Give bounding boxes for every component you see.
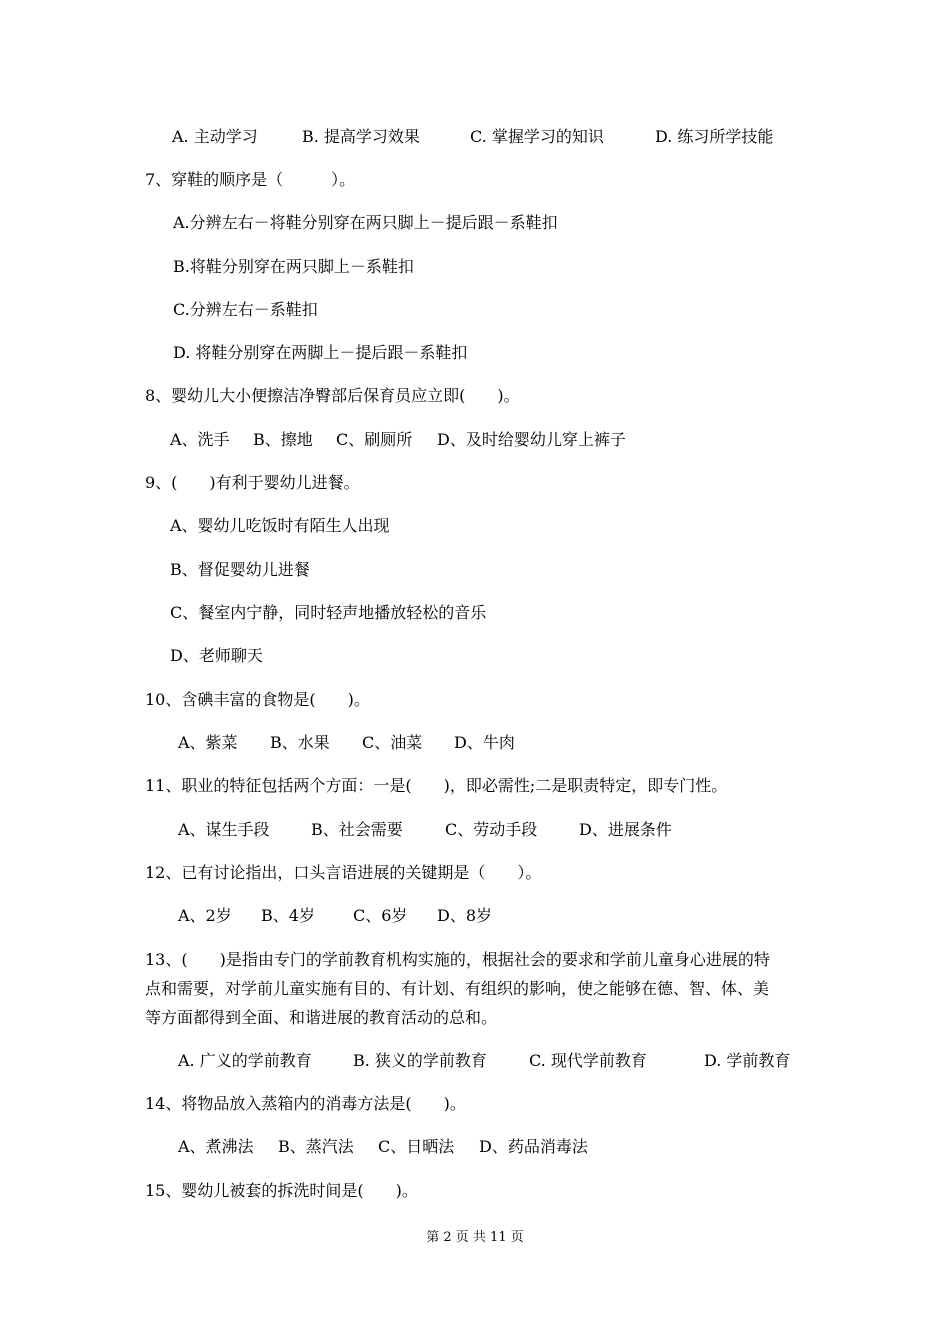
q12-option-b: B、4岁 bbox=[261, 906, 315, 925]
q10-option-c: C、油菜 bbox=[362, 733, 423, 752]
q9-option-c: C、餐室内宁静，同时轻声地播放轻松的音乐 bbox=[170, 603, 487, 622]
q11-option-c: C、劳动手段 bbox=[445, 820, 538, 839]
q12-stem: 12、已有讨论指出，口头言语进展的关键期是（ ）。 bbox=[145, 863, 542, 882]
q12-option-a: A、2岁 bbox=[178, 906, 232, 925]
q8-stem: 8、婴幼儿大小便擦洁净臀部后保育员应立即( )。 bbox=[145, 386, 520, 405]
q10-option-d: D、牛肉 bbox=[454, 733, 515, 752]
page-footer: 第 2 页 共 11 页 bbox=[426, 1230, 524, 1245]
q11-stem: 11、职业的特征包括两个方面：一是( )，即必需性;二是职责特定，即专门性。 bbox=[145, 776, 728, 795]
q8-option-d: D、及时给婴幼儿穿上裤子 bbox=[437, 430, 626, 449]
q11-option-a: A、谋生手段 bbox=[178, 820, 270, 839]
q13-option-a: A. 广义的学前教育 bbox=[178, 1051, 312, 1070]
q10-option-a: A、紫菜 bbox=[178, 733, 238, 752]
q6-option-b: B. 提高学习效果 bbox=[302, 127, 420, 146]
q6-option-a: A. 主动学习 bbox=[172, 127, 258, 146]
q7-option-c: C.分辨左右－系鞋扣 bbox=[173, 300, 318, 319]
q13-option-d: D. 学前教育 bbox=[704, 1051, 791, 1070]
q14-option-d: D、药品消毒法 bbox=[479, 1137, 588, 1156]
q12-option-d: D、8岁 bbox=[437, 906, 493, 925]
q6-option-c: C. 掌握学习的知识 bbox=[470, 127, 604, 146]
q7-option-a: A.分辨左右－将鞋分别穿在两只脚上－提后跟－系鞋扣 bbox=[173, 213, 558, 232]
q14-option-b: B、蒸汽法 bbox=[278, 1137, 354, 1156]
q14-stem: 14、将物品放入蒸箱内的消毒方法是( )。 bbox=[145, 1094, 466, 1113]
q9-option-a: A、婴幼儿吃饭时有陌生人出现 bbox=[170, 516, 390, 535]
q13-stem-line-3: 等方面都得到全面、和谐进展的教育活动的总和。 bbox=[145, 1008, 498, 1027]
q8-option-c: C、刷厕所 bbox=[336, 430, 413, 449]
q9-option-b: B、督促婴幼儿进餐 bbox=[170, 560, 310, 579]
q14-option-a: A、煮沸法 bbox=[178, 1137, 254, 1156]
q13-stem-line-1: 13、( )是指由专门的学前教育机构实施的，根据社会的要求和学前儿童身心进展的特 bbox=[145, 950, 770, 969]
q9-option-d: D、老师聊天 bbox=[170, 646, 263, 665]
q11-option-d: D、进展条件 bbox=[579, 820, 672, 839]
q12-option-c: C、6岁 bbox=[353, 906, 408, 925]
q13-option-b: B. 狭义的学前教育 bbox=[353, 1051, 487, 1070]
q7-option-d: D. 将鞋分别穿在两脚上－提后跟－系鞋扣 bbox=[173, 343, 468, 362]
q7-option-b: B.将鞋分别穿在两只脚上－系鞋扣 bbox=[173, 257, 414, 276]
q8-option-b: B、擦地 bbox=[253, 430, 313, 449]
q6-option-d: D. 练习所学技能 bbox=[655, 127, 774, 146]
q13-stem-line-2: 点和需要，对学前儿童实施有目的、有计划、有组织的影响，使之能够在德、智、体、美 bbox=[145, 979, 770, 998]
q7-stem: 7、穿鞋的顺序是（ ）。 bbox=[145, 170, 356, 189]
q10-option-b: B、水果 bbox=[270, 733, 330, 752]
q11-option-b: B、社会需要 bbox=[311, 820, 403, 839]
q13-option-c: C. 现代学前教育 bbox=[529, 1051, 647, 1070]
q9-stem: 9、( )有利于婴幼儿进餐。 bbox=[145, 473, 360, 492]
q14-option-c: C、日晒法 bbox=[378, 1137, 455, 1156]
q15-stem: 15、婴幼儿被套的拆洗时间是( )。 bbox=[145, 1181, 418, 1200]
q10-stem: 10、含碘丰富的食物是( )。 bbox=[145, 690, 370, 709]
q8-option-a: A、洗手 bbox=[170, 430, 230, 449]
